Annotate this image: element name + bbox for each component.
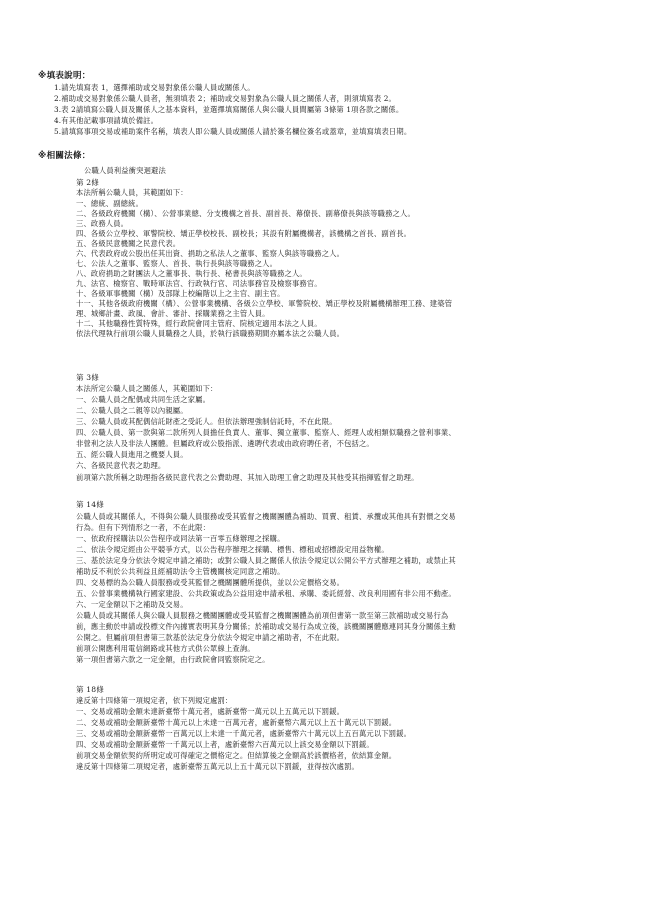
- instruction-item: 4.有其他記載事項請填於備註。: [54, 116, 159, 125]
- article-line: 第一項但書第六款之一定金額，由行政院會同監察院定之。: [76, 655, 270, 664]
- article-line: 七、公法人之董事、監察人、首長、執行長與該等職務之人。: [76, 259, 278, 268]
- article-line: 三、政務人員。: [76, 219, 129, 228]
- article-line: 非營利之法人及非法人團體。但屬政府或公股指派、遴聘代表或由政府聘任者，不包括之。: [76, 439, 374, 448]
- article-line: 六、各級民意代表之助理。: [76, 461, 166, 470]
- article-line: 六、一定金額以下之補助及交易。: [76, 600, 188, 609]
- article-line: 公職人員或其關係人，不得與公職人員服務或受其監督之機關團體為補助、買賣、租賃、承攬或其他具有對價之交易: [76, 512, 456, 521]
- article-line: 行為。但有下列情形之一者，不在此限：: [76, 523, 211, 532]
- article-line: 四、公職人員、第一款與第二款所列人員擔任負責人、董事、獨立董事、監察人、經理人或相類似職務之營利事業、: [76, 428, 456, 437]
- article-line: 四、交易標的為公職人員服務或受其監督之機關團體所提供，並以公定價格交易。: [76, 578, 345, 587]
- article-line: 一、交易或補助金額未達新臺幣十萬元者，處新臺幣一萬元以上五萬元以下罰鍰。: [76, 707, 345, 716]
- article-line: 十、各級軍事機關（構）及部隊上校編階以上之主官、副主官。: [76, 289, 285, 298]
- article-intro: 本法所稱公職人員，其範圍如下：: [76, 188, 188, 197]
- article-line: 前，應主動於申請或投標文件內據實表明其身分關係；於補助或交易行為成立後，該機關團體應連同其身分關係主動: [76, 622, 456, 631]
- article-intro: 本法所定公職人員之關係人，其範圍如下：: [76, 384, 218, 393]
- instructions-title: ※填表說明：: [38, 71, 91, 81]
- article-line: 八、政府捐助之財團法人之董事長、執行長、秘書長與該等職務之人。: [76, 269, 307, 278]
- article-line: 一、總統、副總統。: [76, 199, 144, 208]
- article-line: 補助反不利於公共利益且經補助法令主管機關核定同意之補助。: [76, 567, 285, 576]
- article-line: 前項公開應利用電信網路或其他方式供公眾線上查詢。: [76, 644, 255, 653]
- laws-title: ※相關法條：: [38, 151, 91, 161]
- article-line: 五、公營事業機構執行國家建設、公共政策或為公益用途申請承租、承購、委託經營、改良利用國有非公用不動產。: [76, 589, 456, 598]
- article-line: 違反第十四條第一項規定者，依下列規定處罰：: [76, 696, 233, 705]
- article-line: 前項交易金額依契約所明定或可得確定之價格定之。但結算後之金額高於該價格者，依結算金額。: [76, 751, 397, 760]
- article-line: 三、交易或補助金額新臺幣一百萬元以上未達一千萬元者，處新臺幣六十萬元以上五百萬元以下罰鍰。: [76, 729, 412, 738]
- act-name: 公職人員利益衝突迴避法: [84, 166, 166, 175]
- article-heading: 第 2條: [76, 178, 100, 187]
- article-line: 違反第十四條第二項規定者，處新臺幣五萬元以上五十萬元以下罰鍰，並得按次處罰。: [76, 762, 359, 771]
- instruction-item: 3.表 2請填寫公職人員及關係人之基本資料，並選擇填寫關係人與公職人員間屬第 3條第 1項各款之關係。: [54, 105, 404, 114]
- article-heading: 第 14條: [76, 500, 105, 509]
- article-line: 二、依法令規定經由公平競爭方式，以公告程序辦理之採購、標售、標租或招標設定用益物權。: [76, 545, 389, 554]
- article-line: 二、各級政府機關（構）、公營事業總、分支機構之首長、副首長、幕僚長、副幕僚長與該等職務之人。: [76, 209, 415, 218]
- article-line: 四、交易或補助金額新臺幣一千萬元以上者，處新臺幣六百萬元以上該交易金額以下罰鍰。: [76, 740, 374, 749]
- article-line: 一、公職人員之配偶或共同生活之家屬。: [76, 395, 211, 404]
- article-heading: 第 18條: [76, 685, 105, 694]
- article-line: 三、基於法定身分依法令規定申請之補助；或對公職人員之關係人依法令規定以公開公平方式辦理之補助，或禁止其: [76, 556, 456, 565]
- article-line: 二、公職人員之二親等以內親屬。: [76, 406, 188, 415]
- article-line: 一、依政府採購法以公告程序或同法第一百零五條辦理之採購。: [76, 534, 285, 543]
- instruction-item: 5.請填寫事項交易或補助案件名稱，填表人即公職人員或關係人請於簽名欄位簽名或蓋章，並填寫填表日期。: [54, 127, 412, 136]
- article-line: 三、公職人員或其配偶信託財產之受託人。但依法辦理強制信託時，不在此限。: [76, 417, 337, 426]
- article-line: 前項第六款所稱之助理指各級民意代表之公費助理、其加入助理工會之助理及其他受其指揮監督之助理。: [76, 473, 419, 482]
- article-line: 理、城鄉計畫、政風、會計、審計、採購業務之主管人員。: [76, 309, 270, 318]
- article-line: 公職人員或其關係人與公職人員服務之機關團體或受其監督之機關團體為前項但書第一款至第三款補助或交易行為: [76, 611, 449, 620]
- article-line: 公開之。但屬前項但書第三款基於法定身分依法令規定申請之補助者，不在此限。: [76, 633, 345, 642]
- article-line: 二、交易或補助金額新臺幣十萬元以上未達一百萬元者，處新臺幣六萬元以上五十萬元以下罰鍰。: [76, 718, 397, 727]
- article-line: 九、法官、檢察官、戰時軍法官、行政執行官、司法事務官及檢察事務官。: [76, 279, 322, 288]
- instruction-item: 2.補助或交易對象係公職人員者，無須填表 2；補助或交易對象為公職人員之關係人者，則須填寫表 2。: [54, 94, 396, 103]
- article-line: 四、各級公立學校、軍警院校、矯正學校校長、副校長；其設有附屬機構者，該機構之首長、副首長。: [76, 229, 412, 238]
- article-line: 十二、其他職務性質特殊，經行政院會同主管府、院核定適用本法之人員。: [76, 319, 322, 328]
- article-line: 五、各級民意機關之民意代表。: [76, 239, 181, 248]
- article-line: 六、代表政府或公股出任其出資、捐助之私法人之董事、監察人與該等職務之人。: [76, 249, 345, 258]
- article-line: 依法代理執行前項公職人員職務之人員，於執行該職務期間亦屬本法之公職人員。: [76, 329, 345, 338]
- article-heading: 第 3條: [76, 373, 100, 382]
- instruction-item: 1.請先填寫表 1，選擇補助或交易對象係公職人員或關係人。: [54, 83, 255, 92]
- article-line: 十一、其他各級政府機關（構）、公營事業機構、各級公立學校、軍警院校、矯正學校及附屬機構辦理工務、建築管: [76, 299, 453, 308]
- article-line: 五、經公職人員進用之機要人員。: [76, 450, 188, 459]
